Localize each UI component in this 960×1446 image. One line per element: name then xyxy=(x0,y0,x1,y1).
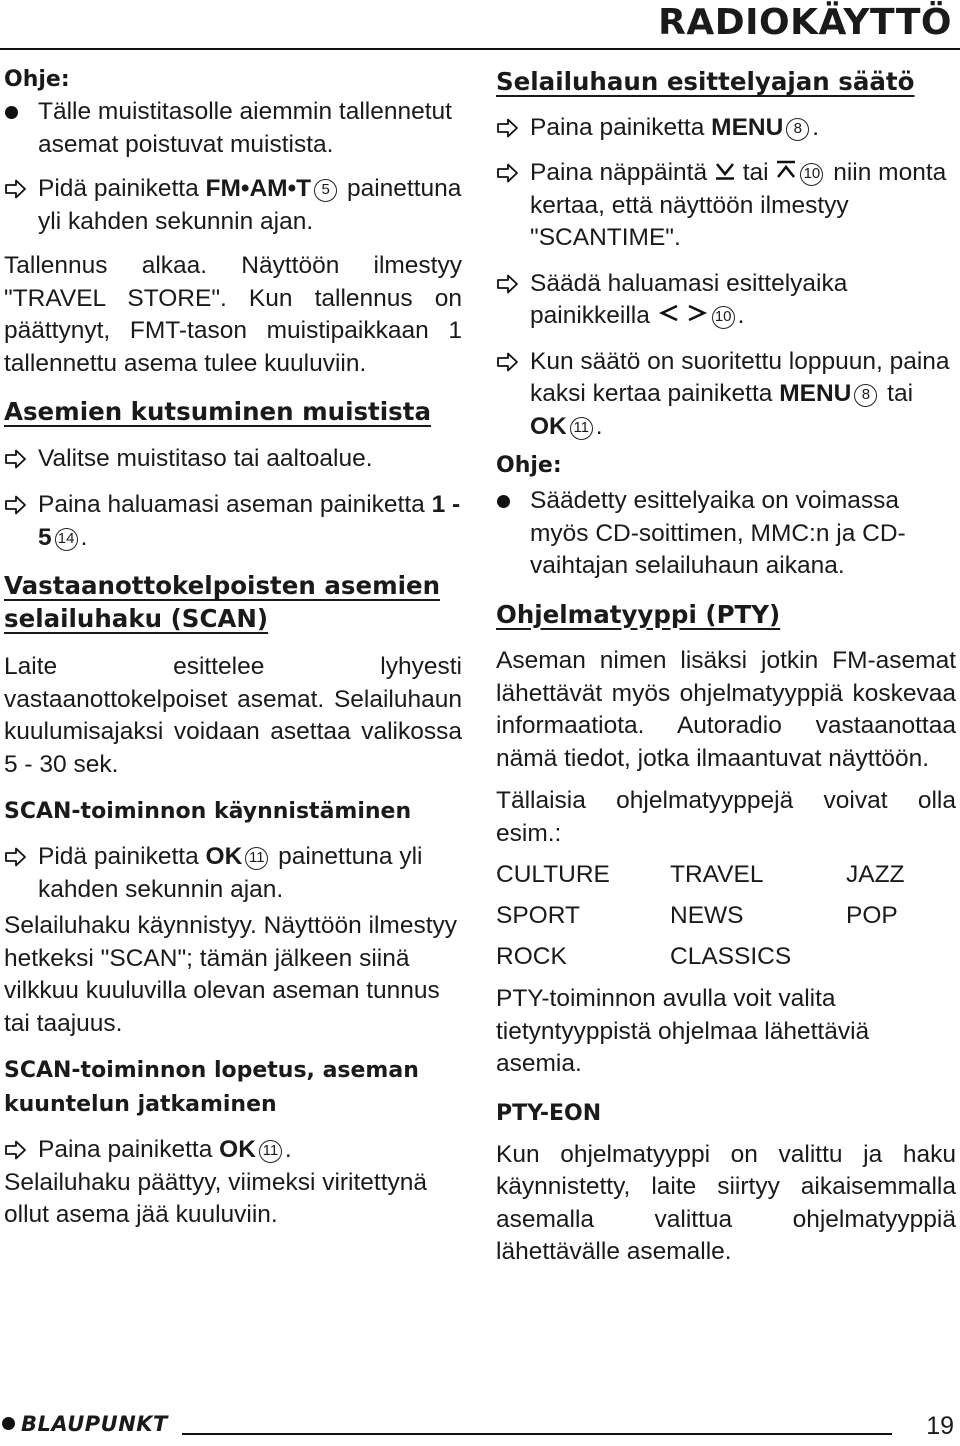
key-number-badge: 5 xyxy=(314,179,337,202)
scan-start-result: Selailuhaku käynnistyy. Näyttöön ilmestyy hetkeksi "SCAN"; tämän jälkeen siinä vilkkuu kuuluvilla olevan aseman tunnus tai taajuus. xyxy=(4,912,457,1037)
right-column xyxy=(496,60,956,1269)
scan-stop-step: Paina painiketta OK 11 . xyxy=(4,1134,462,1167)
pty-type: CULTURE xyxy=(496,861,610,888)
pty-type: POP xyxy=(846,902,898,929)
footer-rule xyxy=(182,1433,892,1435)
step-arrow-icon xyxy=(496,161,520,185)
pty-heading: Ohjelmatyyppi (PTY) xyxy=(496,599,781,629)
page-number: 19 xyxy=(926,1412,954,1440)
scan-start-heading: SCAN-toiminnon käynnistäminen xyxy=(4,799,412,824)
key-number-badge: 10 xyxy=(800,163,823,186)
left-right-keys-icon xyxy=(657,302,709,324)
step-arrow-icon xyxy=(496,350,520,374)
ok-key-label: OK xyxy=(219,1136,256,1163)
step-arrow-icon xyxy=(496,116,520,140)
note-title: Ohje: xyxy=(496,453,562,478)
recall-step-1: Valitse muistitaso tai aaltoalue. xyxy=(4,443,462,476)
step-arrow-icon xyxy=(4,447,28,471)
pty-eon-heading: PTY-EON xyxy=(496,1100,602,1126)
pty-type: ROCK xyxy=(496,943,567,970)
key-number-badge: 8 xyxy=(786,118,809,141)
travel-store-step: Pidä painiketta FM•AM•T 5 painettuna yli kahden sekunnin ajan. xyxy=(4,173,462,238)
bullet-dot-icon xyxy=(5,106,18,119)
step-arrow-icon xyxy=(496,272,520,296)
key-number-badge: 11 xyxy=(245,847,268,870)
menu-key-label: MENU xyxy=(711,113,784,141)
preset-keys-label: 1 - 5 xyxy=(38,491,461,551)
logo-dot-icon xyxy=(2,1417,15,1430)
pty-type: TRAVEL xyxy=(670,861,764,888)
scan-time-step-1: Paina painiketta MENU 8 . xyxy=(496,112,956,145)
note-bullet xyxy=(496,485,956,583)
key-number-badge: 14 xyxy=(55,528,78,551)
up-key-icon xyxy=(775,159,797,181)
scan-stop-result: Selailuhaku päättyy, viimeksi viritettynä ollut asema jää kuuluviin. xyxy=(4,1168,428,1228)
note-bullet-text: Säädetty esittelyaika on voimassa myös CD-soittimen, MMC:n ja CD-vaihtajan selailuhaun aikana. xyxy=(530,487,906,579)
chapter-title: RADIOKÄYTTÖ xyxy=(658,2,952,43)
step-arrow-icon xyxy=(4,845,28,869)
step-arrow-icon xyxy=(4,177,28,201)
scan-time-step-4: Kun säätö on suoritettu loppuun, paina kaksi kertaa painiketta MENU 8 tai OK 11 . xyxy=(496,346,956,444)
pty-type: CLASSICS xyxy=(670,943,792,970)
pty-type: SPORT xyxy=(496,902,580,929)
scan-time-step-2: Paina näppäintä tai 10 niin monta kertaa, että näyttöön ilmestyy "SCANTIME". xyxy=(496,157,956,255)
note-bullet xyxy=(4,96,462,161)
page-header xyxy=(0,0,960,52)
pty-intro: Aseman nimen lisäksi jotkin FM-asemat lähettävät myös ohjelmatyyppiä koskevaa informaatiota. Autoradio vastaanottaa nämä tiedot, jotka ilmaantuvat näyttöön. xyxy=(496,647,956,772)
key-number-badge: 10 xyxy=(712,306,735,329)
recall-step-2: Paina haluamasi aseman painiketta 1 - 5 14 . xyxy=(4,489,462,554)
scan-heading: Vastaanottokelpoisten asemien selailuhaku (SCAN) xyxy=(4,571,441,633)
step-arrow-icon xyxy=(4,493,28,517)
pty-function-text: PTY-toiminnon avulla voit valita tietyntyyppistä ohjelmaa lähettäviä asemia. xyxy=(496,985,870,1077)
blaupunkt-logo: BLAUPUNKT xyxy=(2,1412,168,1436)
scan-start-step: Pidä painiketta OK 11 painettuna yli kahden sekunnin ajan. xyxy=(4,841,462,906)
pty-examples-intro: Tällaisia ohjelmatyyppejä voivat olla esim.: xyxy=(496,787,956,847)
header-rule xyxy=(0,48,960,50)
scan-stop-heading: SCAN-toiminnon lopetus, aseman kuuntelun jatkaminen xyxy=(4,1058,419,1117)
recall-heading: Asemien kutsuminen muistista xyxy=(4,397,431,426)
pty-types-grid xyxy=(496,854,956,977)
travel-store-result: Tallennus alkaa. Näyttöön ilmestyy "TRAVEL STORE". Kun tallennus on päättynyt, FMT-tason muistipaikkaan 1 tallennettu asema tulee kuuluviin. xyxy=(4,252,462,377)
key-number-badge: 8 xyxy=(854,384,877,407)
ok-key-label: OK xyxy=(205,843,243,870)
down-key-icon xyxy=(714,159,736,181)
menu-key-label: MENU xyxy=(779,380,852,407)
pty-type: NEWS xyxy=(670,902,744,929)
pty-eon-text: Kun ohjelmatyyppi on valittu ja haku käynnistetty, laite siirtyy aikaisemmalla asemalla valittua ohjelmatyyppiä lähettävälle asemalle. xyxy=(496,1140,956,1265)
ok-key-label: OK xyxy=(530,412,567,440)
pty-type: JAZZ xyxy=(846,861,905,888)
key-number-badge: 11 xyxy=(570,417,593,440)
bullet-dot-icon xyxy=(497,495,510,508)
note-bullet-text: Tälle muistitasolle aiemmin tallennetut asemat poistuvat muistista. xyxy=(38,98,452,158)
key-number-badge: 11 xyxy=(259,1140,282,1163)
scan-time-heading: Selailuhaun esittelyajan säätö xyxy=(496,67,915,96)
left-column xyxy=(4,60,462,1232)
fm-am-t-key-label: FM•AM•T xyxy=(205,175,312,202)
step-arrow-icon xyxy=(4,1138,28,1162)
note-title: Ohje: xyxy=(4,67,70,92)
scan-intro: Laite esittelee lyhyesti vastaanottokelpoiset asemat. Selailuhaun kuulumisajaksi voidaan asettaa valikossa 5 - 30 sek. xyxy=(4,653,462,778)
scan-time-step-3: Säädä haluamasi esittelyaika painikkeilla 10 . xyxy=(496,268,956,333)
page-footer xyxy=(0,1412,960,1442)
